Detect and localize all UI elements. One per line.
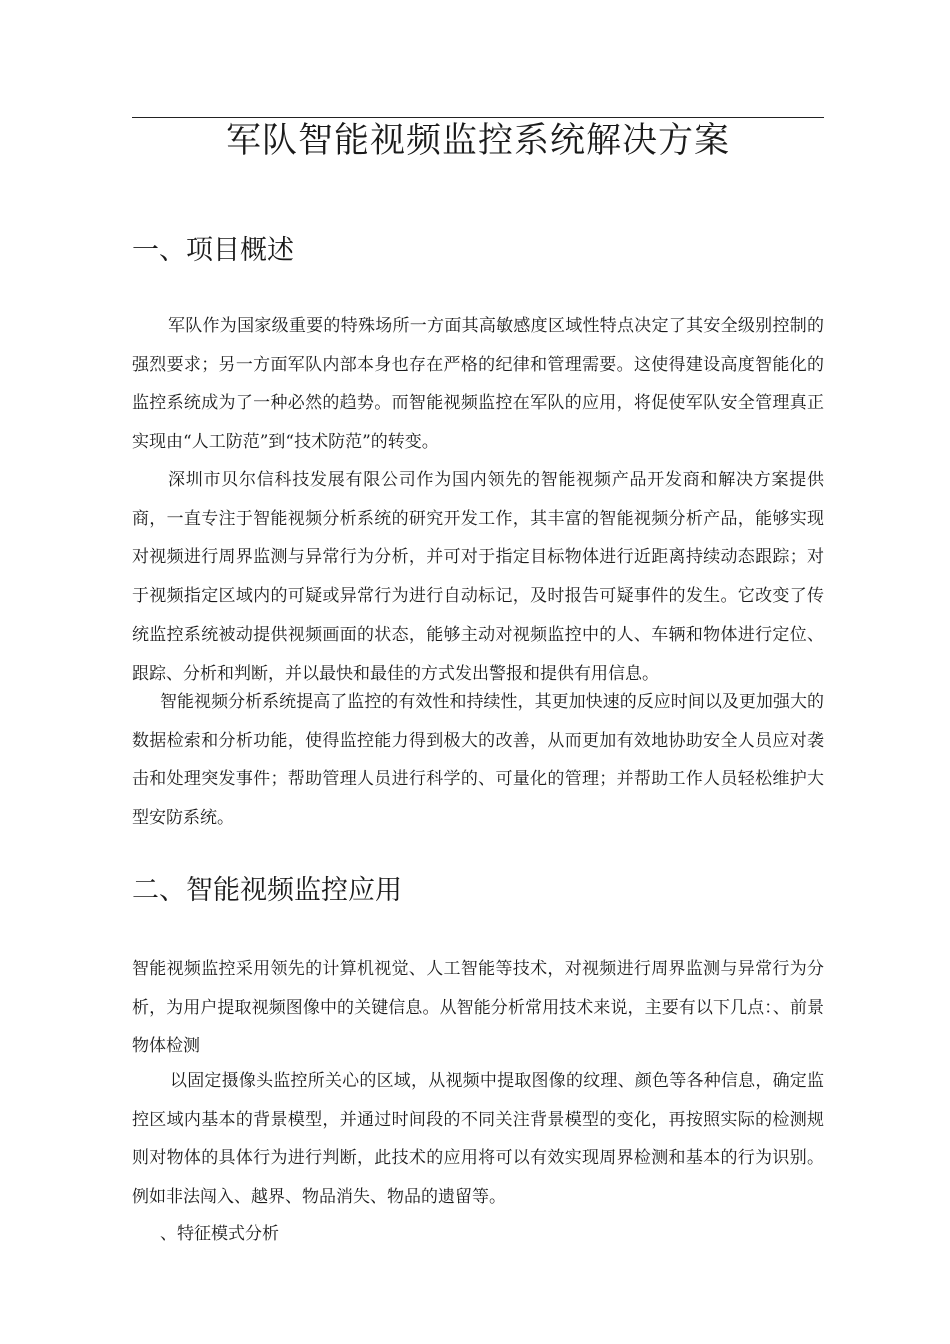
- subsection-feature-pattern-analysis: 、特征模式分析: [160, 1224, 279, 1244]
- section-heading-application: 二、智能视频监控应用: [132, 875, 402, 906]
- section-heading-overview: 一、项目概述: [132, 235, 294, 266]
- application-paragraph-2: 以固定摄像头监控所关心的区域，从视频中提取图像的纹理、颜色等各种信息，确定监控区域内基本的背景模型，并通过时间段的不同关注背景模型的变化，再按照实际的检测规则对物体的具体行为进行判断，此技术的应用将可以有效实现周界检测和基本的行为识别。例如非法闯入、越界、物品消失、物品的遗留等。: [132, 1071, 824, 1208]
- document-title: 军队智能视频监控系统解决方案: [225, 121, 730, 161]
- application-paragraph-1: 智能视频监控采用领先的计算机视觉、人工智能等技术，对视频进行周界监测与异常行为分析，为用户提取视频图像中的关键信息。从智能分析常用技术来说，主要有以下几点：、前景物体检测: [132, 959, 824, 1057]
- overview-paragraph-2: 深圳市贝尔信科技发展有限公司作为国内领先的智能视频产品开发商和解决方案提供商，一直专注于智能视频分析系统的研究开发工作，其丰富的智能视频分析产品，能够实现对视频进行周界监测与异常行为分析，并可对于指定目标物体进行近距离持续动态跟踪；对于视频指定区域内的可疑或异常行为进行自动标记，及时报告可疑事件的发生。它改变了传统监控系统被动提供视频画面的状态，能够主动对视频监控中的人、车辆和物体进行定位、跟踪、分析和判断，并以最快和最佳的方式发出警报和提供有用信息。: [132, 470, 824, 684]
- overview-paragraph-1: 军队作为国家级重要的特殊场所一方面其高敏感度区域性特点决定了其安全级别控制的强烈要求；另一方面军队内部本身也存在严格的纪律和管理需要。这使得建设高度智能化的监控系统成为了一种必然的趋势。而智能视频监控在军队的应用，将促使军队安全管理真正实现由“人工防范”到“技术防范”的转变。: [132, 316, 824, 453]
- overview-paragraph-3: 智能视频分析系统提高了监控的有效性和持续性，其更加快速的反应时间以及更加强大的数据检索和分析功能，使得监控能力得到极大的改善，从而更加有效地协助安全人员应对袭击和处理突发事件；帮助管理人员进行科学的、可量化的管理；并帮助工作人员轻松维护大型安防系统。: [132, 692, 824, 829]
